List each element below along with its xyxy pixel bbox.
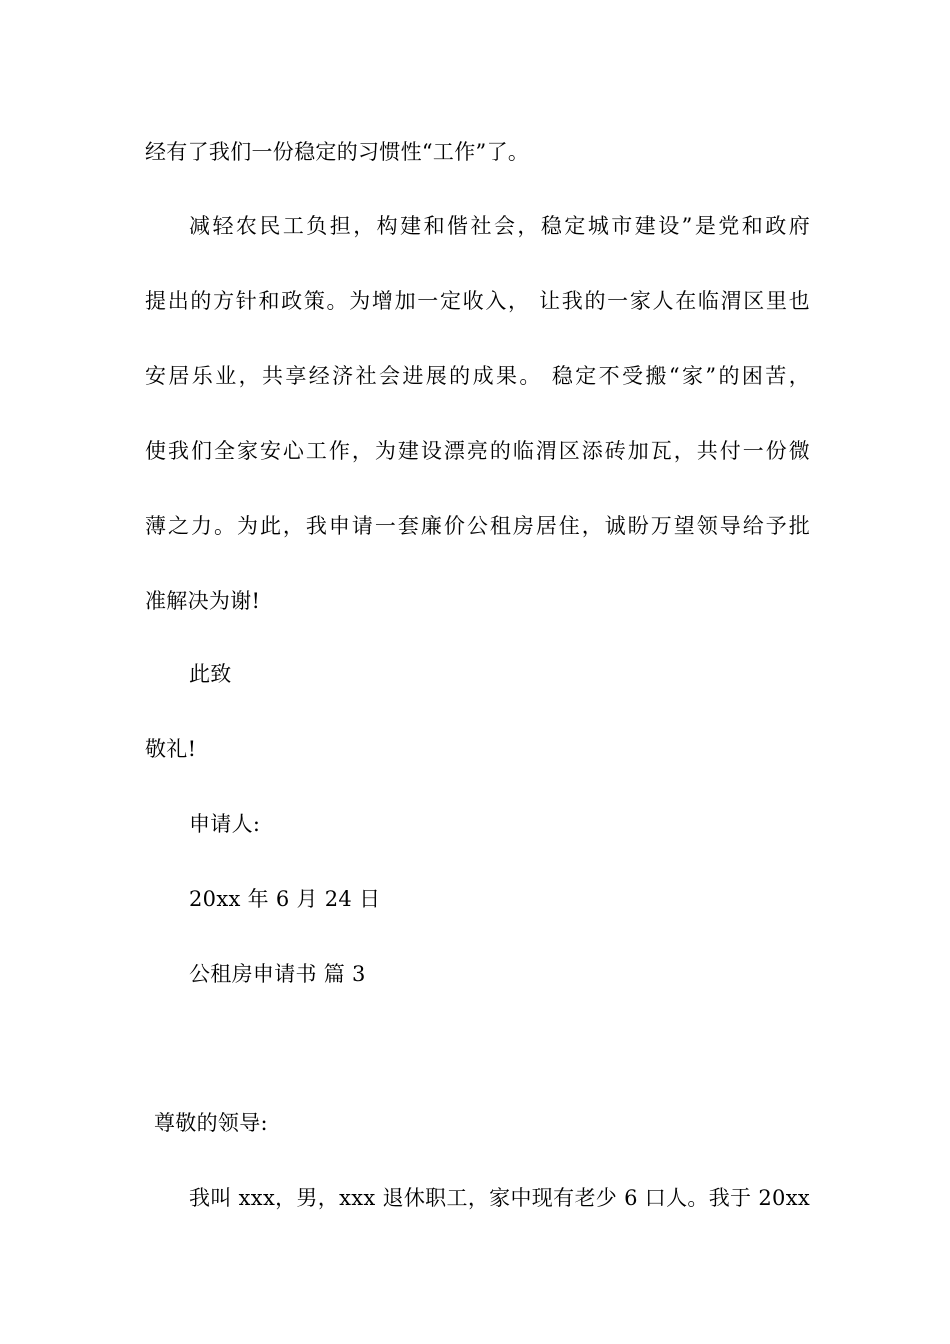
closing-respect: 敬礼! — [145, 737, 197, 761]
paragraph-line-7: 准解决为谢! — [145, 589, 261, 613]
paragraph-line-2: 减轻农民工负担，构建和偕社会，稳定城市建设”是党和政府 — [189, 214, 810, 238]
applicant-label: 申请人: — [189, 812, 261, 836]
greeting: 尊敬的领导: — [154, 1111, 268, 1135]
paragraph-line-3: 提出的方针和政策。为增加一定收入， 让我的一家人在临渭区里也 — [145, 289, 810, 313]
section-title: 公租房申请书 篇 3 — [189, 962, 366, 986]
body-paragraph-start: 我叫 xxx，男，xxx 退休职工，家中现有老少 6 口人。我于 20xx — [189, 1186, 810, 1210]
paragraph-line-6: 薄之力。为此，我申请一套廉价公租房居住，诚盼万望领导给予批 — [145, 514, 810, 538]
closing-salutation: 此致 — [189, 662, 232, 686]
paragraph-line-5: 使我们全家安心工作，为建设漂亮的临渭区添砖加瓦，共付一份微 — [145, 439, 810, 463]
paragraph-line-4: 安居乐业，共享经济社会进展的成果。 稳定不受搬“家”的困苦， — [145, 364, 810, 388]
paragraph-line-1: 经有了我们一份稳定的习惯性“工作”了。 — [145, 140, 530, 164]
application-date: 20xx 年 6 月 24 日 — [189, 887, 381, 911]
